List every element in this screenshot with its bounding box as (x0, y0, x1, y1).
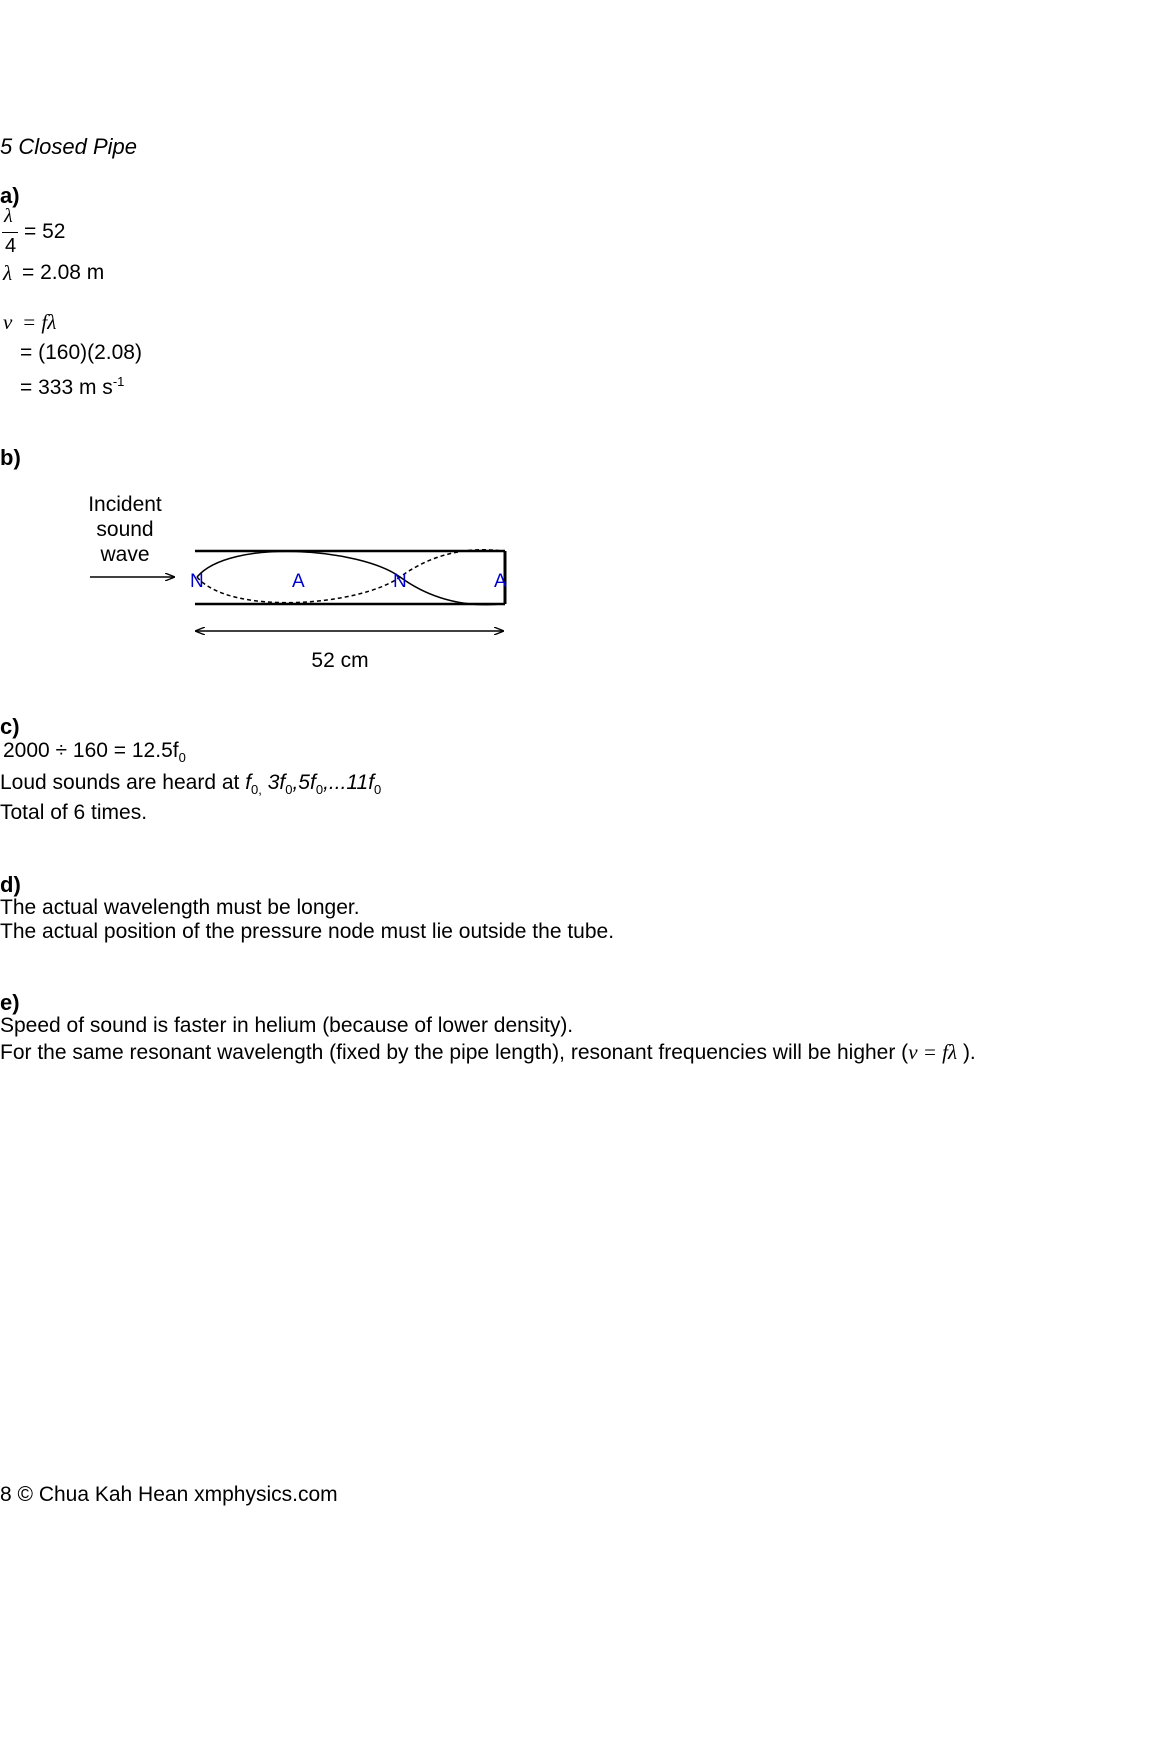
part-e-line-1: Speed of sound is faster in helium (because of lower density). (0, 1014, 574, 1037)
part-d-line-1: The actual wavelength must be longer. (0, 896, 360, 919)
incident-line-2: sound (96, 518, 154, 541)
page-title: 5 Closed Pipe (0, 134, 137, 159)
antinode-label-1: A (292, 571, 305, 592)
total-count: Total of 6 times. (0, 801, 148, 824)
loud-sounds-line: Loud sounds are heard at $f_{0,}$ $3f_0,5f_0,...11f_0$ (0, 771, 382, 797)
calc-step-2: = 333 m $s^{-1}$ (20, 374, 125, 399)
part-a-label: a) (0, 183, 20, 208)
wave-envelope-solid (197, 551, 502, 604)
page-footer: 8 © Chua Kah Hean xmphysics.com (0, 1483, 338, 1506)
incident-line-1: Incident (88, 493, 162, 516)
part-e-label: e) (0, 990, 20, 1015)
fraction-numerator: λ (4, 205, 13, 227)
part-b-label: b) (0, 445, 21, 470)
part-d-label: d) (0, 872, 21, 897)
equation-1-rhs: = 52 (24, 220, 66, 243)
incident-line-3: wave (100, 543, 150, 566)
part-e-line-2: For the same resonant wavelength (fixed by the pipe length), resonant frequencies will be higher (v = fλ ). (0, 1040, 976, 1064)
equation-2-rhs: = 2.08 m (22, 261, 105, 284)
velocity-lhs: v (3, 310, 13, 334)
node-label-1: N (190, 571, 204, 592)
part-d-line-2: The actual position of the pressure node must lie outside the tube. (0, 920, 615, 943)
part-c-label: c) (0, 714, 20, 739)
closed-pipe-diagram (0, 0, 1166, 760)
length-label: 52 cm (311, 649, 369, 672)
velocity-formula: = fλ (22, 310, 57, 334)
antinode-label-2: A (494, 571, 507, 592)
node-label-2: N (393, 571, 407, 592)
equation-2-lhs: λ (3, 261, 13, 285)
harmonic-calculation: $2000 \div 160 = 12.5f_0$ (3, 739, 186, 765)
fraction-denominator: 4 (5, 235, 17, 257)
calc-step-1: = (160)(2.08) (20, 341, 142, 364)
